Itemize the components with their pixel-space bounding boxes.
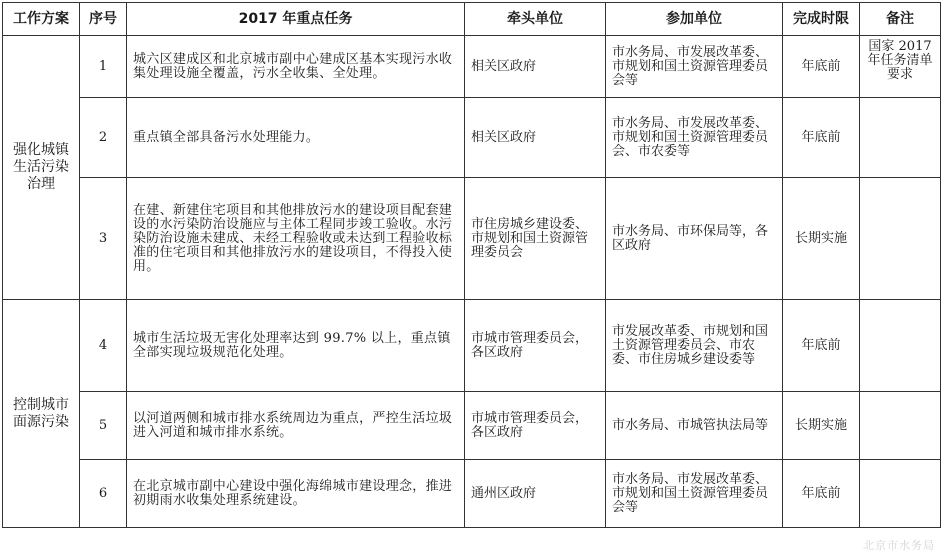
seq-cell: 6 (80, 460, 127, 528)
lead-cell: 市城市管理委员会，各区政府 (465, 392, 606, 460)
lead-cell: 市住房城乡建设委、市规划和国土资源管理委员会 (465, 178, 606, 300)
plan-group-cell: 强化城镇生活污染治理 (3, 36, 80, 300)
remarks-cell (860, 178, 941, 300)
plan-group-cell: 控制城市面源污染 (3, 300, 80, 528)
deadline-cell: 年底前 (783, 460, 860, 528)
task-cell: 城六区建成区和北京城市副中心建成区基本实现污水收集处理设施全覆盖，污水全收集、全处理。 (127, 36, 465, 98)
header-participants: 参加单位 (606, 3, 783, 36)
header-seq: 序号 (80, 3, 127, 36)
remarks-cell (860, 392, 941, 460)
remarks-cell: 国家 2017 年任务清单要求 (860, 36, 941, 98)
table-header-row (3, 3, 941, 36)
lead-cell: 相关区政府 (465, 98, 606, 178)
participants-cell: 市水务局、市发展改革委、市规划和国土资源管理委员会等 (606, 460, 783, 528)
seq-cell: 3 (80, 178, 127, 300)
remarks-cell (860, 98, 941, 178)
task-cell: 城市生活垃圾无害化处理率达到 99.7% 以上，重点镇全部实现垃圾规范化处理。 (127, 300, 465, 392)
table-row (3, 460, 941, 528)
lead-cell: 市城市管理委员会，各区政府 (465, 300, 606, 392)
table-row (3, 300, 941, 392)
participants-cell: 市发展改革委、市规划和国土资源管理委员会、市农委、市住房城乡建设委等 (606, 300, 783, 392)
header-remarks: 备注 (860, 3, 941, 36)
deadline-cell: 长期实施 (783, 178, 860, 300)
participants-cell: 市水务局、市发展改革委、市规划和国土资源管理委员会等 (606, 36, 783, 98)
deadline-cell: 年底前 (783, 300, 860, 392)
deadline-cell: 年底前 (783, 98, 860, 178)
participants-cell: 市水务局、市城管执法局等 (606, 392, 783, 460)
deadline-cell: 年底前 (783, 36, 860, 98)
table-row (3, 36, 941, 98)
deadline-cell: 长期实施 (783, 392, 860, 460)
seq-cell: 1 (80, 36, 127, 98)
seq-cell: 2 (80, 98, 127, 178)
task-table (2, 2, 941, 528)
header-lead: 牵头单位 (465, 3, 606, 36)
task-cell: 在建、新建住宅项目和其他排放污水的建设项目配套建设的水污染防治设施应与主体工程同步竣工验收。水污染防治设施未建成、未经工程验收或未达到工程验收标准的住宅项目和其他排放污水的建设项目，不得投入使用。 (127, 178, 465, 300)
header-deadline: 完成时限 (783, 3, 860, 36)
table-row (3, 392, 941, 460)
participants-cell: 市水务局、市环保局等，各区政府 (606, 178, 783, 300)
table-row (3, 98, 941, 178)
task-cell: 在北京城市副中心建设中强化海绵城市建设理念，推进初期雨水收集处理系统建设。 (127, 460, 465, 528)
participants-cell: 市水务局、市发展改革委、市规划和国土资源管理委员会、市农委等 (606, 98, 783, 178)
lead-cell: 相关区政府 (465, 36, 606, 98)
header-task: 2017 年重点任务 (127, 3, 465, 36)
remarks-cell (860, 300, 941, 392)
header-plan: 工作方案 (3, 3, 80, 36)
seq-cell: 5 (80, 392, 127, 460)
lead-cell: 通州区政府 (465, 460, 606, 528)
remarks-cell (860, 460, 941, 528)
task-cell: 以河道两侧和城市排水系统周边为重点，严控生活垃圾进入河道和城市排水系统。 (127, 392, 465, 460)
watermark-text: 北京市水务局 (863, 539, 935, 552)
table-row (3, 178, 941, 300)
task-cell: 重点镇全部具备污水处理能力。 (127, 98, 465, 178)
seq-cell: 4 (80, 300, 127, 392)
